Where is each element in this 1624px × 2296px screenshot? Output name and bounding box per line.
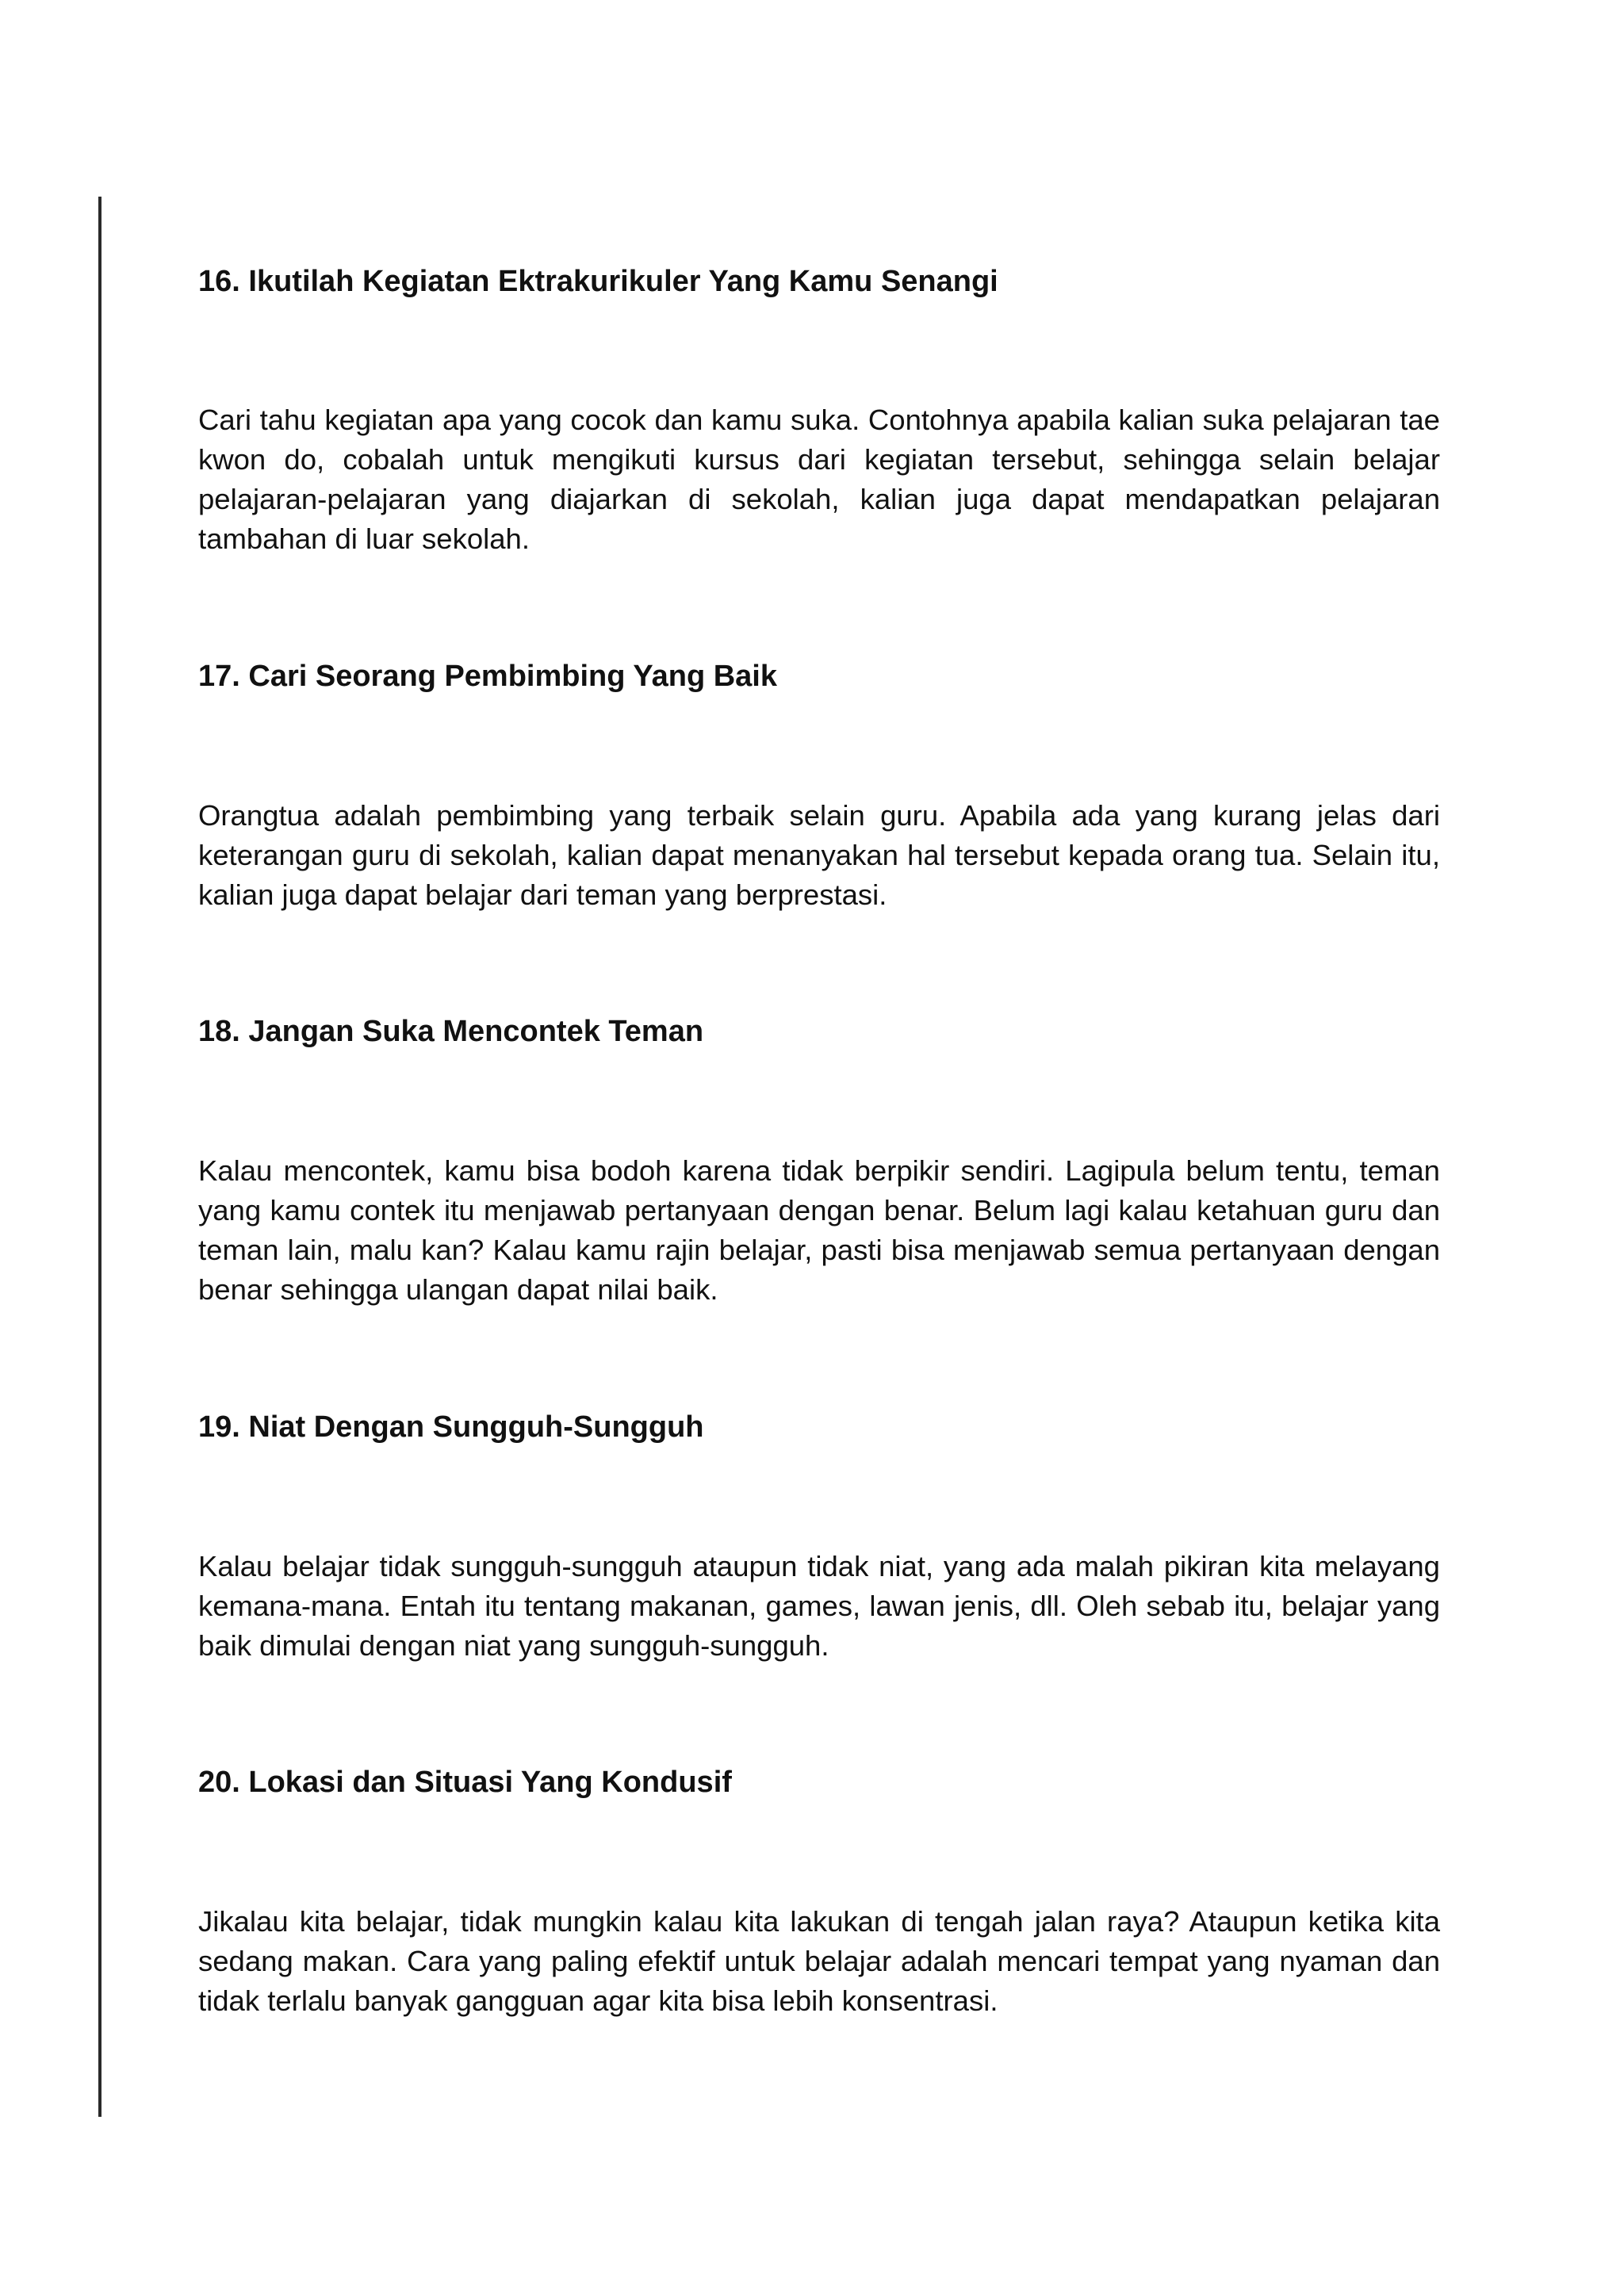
section-heading-18: 18. Jangan Suka Mencontek Teman	[198, 1015, 704, 1048]
section-body-19: Kalau belajar tidak sungguh-sungguh ataupun tidak niat, yang ada malah pikiran kita melayang kemana-mana. Entah itu tentang makanan, games, lawan jenis, dll. Oleh sebab itu, belajar yang baik dimulai dengan niat yang sungguh-sungguh.	[198, 1550, 1440, 1662]
section-heading-17: 17. Cari Seorang Pembimbing Yang Baik	[198, 660, 777, 693]
section-body-16: Cari tahu kegiatan apa yang cocok dan kamu suka. Contohnya apabila kalian suka pelajaran tae kwon do, cobalah untuk mengikuti kursus dari kegiatan tersebut, sehingga selain belajar pelajaran-pelajaran yang diajarkan di sekolah, kalian juga dapat mendapatkan pelajaran tambahan di luar sekolah.	[198, 404, 1440, 555]
section-heading-20: 20. Lokasi dan Situasi Yang Kondusif	[198, 1766, 732, 1799]
left-margin-rule	[98, 197, 102, 2117]
section-heading-16: 16. Ikutilah Kegiatan Ektrakurikuler Yang Kamu Senangi	[198, 265, 998, 298]
section-heading-19: 19. Niat Dengan Sungguh-Sungguh	[198, 1410, 704, 1444]
section-body-17: Orangtua adalah pembimbing yang terbaik selain guru. Apabila ada yang kurang jelas dari keterangan guru di sekolah, kalian dapat menanyakan hal tersebut kepada orang tua. Selain itu, kalian juga dapat belajar dari teman yang berprestasi.	[198, 799, 1440, 911]
section-body-20: Jikalau kita belajar, tidak mungkin kalau kita lakukan di tengah jalan raya? Ataupun ketika kita sedang makan. Cara yang paling efektif untuk belajar adalah mencari tempat yang nyaman dan tidak terlalu banyak gangguan agar kita bisa lebih konsentrasi.	[198, 1905, 1440, 2017]
section-body-18: Kalau mencontek, kamu bisa bodoh karena tidak berpikir sendiri. Lagipula belum tentu, teman yang kamu contek itu menjawab pertanyaan dengan benar. Belum lagi kalau ketahuan guru dan teman lain, malu kan? Kalau kamu rajin belajar, pasti bisa menjawab semua pertanyaan dengan benar sehingga ulangan dapat nilai baik.	[198, 1154, 1440, 1306]
